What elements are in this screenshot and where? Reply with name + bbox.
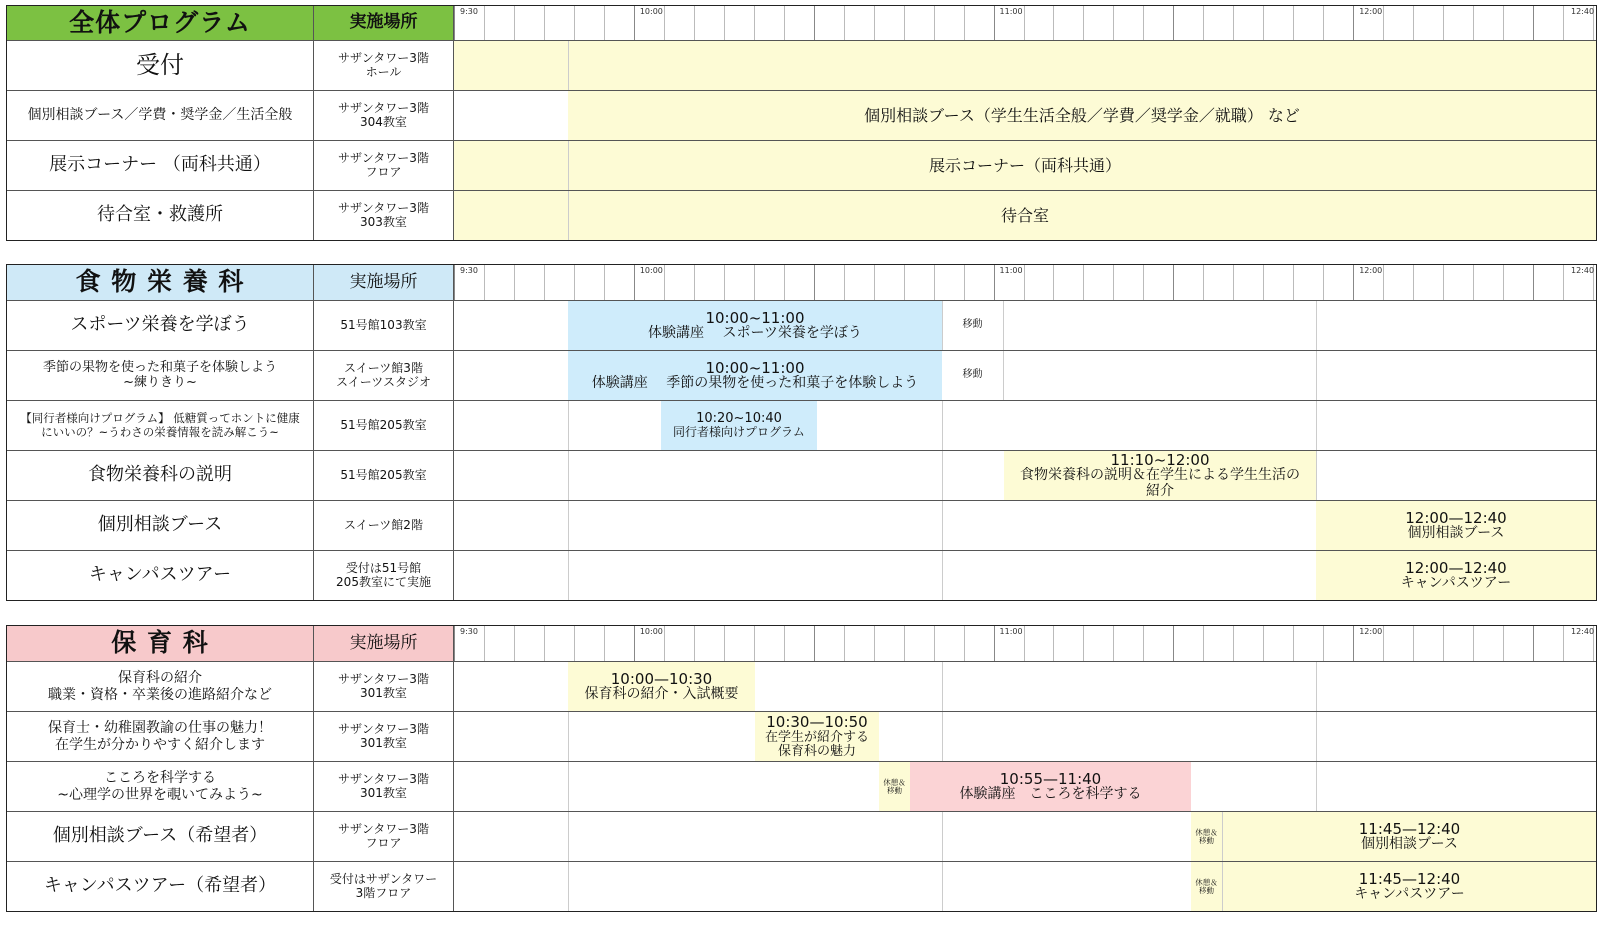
- gridline: [568, 401, 569, 450]
- event-time: 11:45—12:40: [1358, 819, 1461, 838]
- time-scale: [454, 265, 1596, 300]
- time-tick: [1024, 265, 1025, 300]
- time-tick: [1233, 265, 1234, 300]
- program-name: キャンパスツアー（希望者）: [7, 862, 314, 911]
- program-location: サザンタワー3階 303教室: [314, 191, 454, 240]
- time-tick: [634, 626, 635, 661]
- program-location: スイーツ館3階 スイーツスタジオ: [314, 351, 454, 400]
- time-tick: [1533, 6, 1534, 40]
- time-tick: [844, 626, 845, 661]
- time-tick: [604, 626, 605, 661]
- child-header-row: [7, 626, 1596, 661]
- move-note: 移動: [942, 351, 1004, 400]
- gridline: [568, 41, 569, 90]
- time-tick: [514, 6, 515, 40]
- food-header-row: [7, 265, 1596, 300]
- table-row: [7, 861, 1596, 911]
- event-block: [1316, 551, 1596, 600]
- table-row: [7, 190, 1596, 240]
- event-block: 個別相談ブース（学生生活全般／学費／奨学金／就職） など: [568, 91, 1596, 140]
- table-row: [7, 400, 1596, 450]
- time-tick: [814, 626, 815, 661]
- time-tick: [1323, 6, 1324, 40]
- event-time: 10:00~11:00: [705, 308, 805, 327]
- time-tick: [1113, 6, 1114, 40]
- time-tick: [1323, 265, 1324, 300]
- program-location: 受付は51号館 205教室にて実施: [314, 551, 454, 600]
- time-tick: [1443, 6, 1444, 40]
- time-tick: [1413, 6, 1414, 40]
- program-name: スポーツ栄養を学ぼう: [7, 301, 314, 350]
- time-tick: [1203, 6, 1204, 40]
- time-tick: [634, 265, 635, 300]
- table-row: [7, 450, 1596, 500]
- time-tick: [1353, 626, 1354, 661]
- time-tick: [784, 265, 785, 300]
- break-move-note: 休憩＆ 移動: [879, 762, 910, 811]
- time-tick: [694, 626, 695, 661]
- time-tick: [1143, 265, 1144, 300]
- time-tick: [1053, 265, 1054, 300]
- time-tick: [1173, 626, 1174, 661]
- time-tick: [1143, 626, 1144, 661]
- time-tick: [1293, 626, 1294, 661]
- time-tick: [1233, 6, 1234, 40]
- event-title: 在学生が紹介する 保育科の魅力: [764, 729, 869, 759]
- time-tick: [604, 265, 605, 300]
- time-tick: [754, 6, 755, 40]
- program-name: 個別相談ブース: [7, 501, 314, 550]
- time-tick: [1173, 265, 1174, 300]
- time-tick: [874, 6, 875, 40]
- time-tick: [904, 626, 905, 661]
- gridline: [942, 812, 943, 861]
- program-location: サザンタワー3階 301教室: [314, 712, 454, 761]
- gridline: [1316, 401, 1317, 450]
- time-tick: [1353, 265, 1354, 300]
- time-tick: [1083, 6, 1084, 40]
- program-location: サザンタワー3階 304教室: [314, 91, 454, 140]
- time-tick: [1503, 626, 1504, 661]
- program-name: キャンパスツアー: [7, 551, 314, 600]
- time-tick: [1323, 626, 1324, 661]
- time-tick: [934, 265, 935, 300]
- time-tick: [1293, 265, 1294, 300]
- time-tick-label: 9:30: [460, 627, 478, 636]
- event-block: [568, 301, 942, 350]
- time-tick: [664, 6, 665, 40]
- program-location: サザンタワー3階 301教室: [314, 662, 454, 711]
- time-tick: [604, 6, 605, 40]
- event-time: 11:45—12:40: [1358, 869, 1461, 888]
- time-tick: [904, 6, 905, 40]
- time-tick-label: 12:40: [1571, 266, 1595, 275]
- time-tick: [724, 626, 725, 661]
- time-tick: [514, 265, 515, 300]
- gridline: [568, 862, 569, 911]
- time-tick: [1293, 6, 1294, 40]
- event-time: 10:00—10:30: [610, 669, 713, 688]
- gridline: [942, 451, 943, 500]
- time-tick: [724, 6, 725, 40]
- time-tick: [1024, 626, 1025, 661]
- time-tick: [544, 626, 545, 661]
- break-move-note: 休憩＆ 移動: [1191, 862, 1222, 911]
- time-tick: [964, 626, 965, 661]
- program-name: こころを科学する ~心理学の世界を覗いてみよう~: [7, 762, 314, 811]
- time-tick-label: 10:00: [639, 627, 663, 636]
- time-tick: [814, 265, 815, 300]
- time-tick: [1263, 626, 1264, 661]
- time-tick-label: 12:40: [1571, 627, 1595, 636]
- program-location: サザンタワー3階 301教室: [314, 762, 454, 811]
- program-location: 51号館205教室: [314, 451, 454, 500]
- event-block: [1004, 451, 1316, 500]
- time-tick: [454, 626, 455, 661]
- table-row: [7, 711, 1596, 761]
- program-location: サザンタワー3階 ホール: [314, 41, 454, 90]
- time-tick: [574, 6, 575, 40]
- time-tick: [454, 265, 455, 300]
- time-tick: [1383, 626, 1384, 661]
- gridline: [1316, 762, 1317, 811]
- location-header: 実施場所: [314, 626, 454, 661]
- time-tick: [514, 626, 515, 661]
- gridline: [1316, 301, 1317, 350]
- time-tick: [694, 6, 695, 40]
- time-tick: [934, 626, 935, 661]
- time-tick: [784, 6, 785, 40]
- program-name: 待合室・救護所: [7, 191, 314, 240]
- program-location: サザンタワー3階 フロア: [314, 812, 454, 861]
- section-title: 保 育 科: [7, 626, 314, 661]
- move-note: 移動: [942, 301, 1004, 350]
- table-row: [7, 140, 1596, 190]
- time-tick: [484, 6, 485, 40]
- time-tick: [1473, 265, 1474, 300]
- table-row: [7, 40, 1596, 90]
- time-tick: [1113, 626, 1114, 661]
- gridline: [568, 191, 569, 240]
- program-name: 季節の果物を使った和菓子を体験しよう ~練りきり~: [7, 351, 314, 400]
- time-tick-label: 11:00: [999, 627, 1023, 636]
- time-tick: [1533, 626, 1534, 661]
- event-title: 同行者様向けプログラム: [673, 425, 805, 440]
- event-title: 体験講座 スポーツ栄養を学ぼう: [648, 325, 862, 342]
- program-name: 保育士・幼稚園教諭の仕事の魅力！ 在学生が分かりやすく紹介します: [7, 712, 314, 761]
- time-tick: [1083, 265, 1084, 300]
- time-tick-label: 12:00: [1359, 627, 1383, 636]
- event-block: [1222, 812, 1596, 861]
- time-tick: [1053, 626, 1054, 661]
- time-tick: [1473, 626, 1474, 661]
- time-tick: [1173, 6, 1174, 40]
- time-tick: [874, 265, 875, 300]
- time-tick: [664, 265, 665, 300]
- time-tick: [574, 265, 575, 300]
- break-move-note: 休憩＆ 移動: [1191, 812, 1222, 861]
- event-title: 体験講座 季節の果物を使った和菓子を体験しよう: [591, 375, 919, 392]
- event-title: キャンパスツアー: [1354, 886, 1465, 903]
- table-row: [7, 761, 1596, 811]
- event-block: [910, 762, 1191, 811]
- gridline: [1316, 451, 1317, 500]
- table-row: [7, 661, 1596, 711]
- time-tick: [574, 626, 575, 661]
- program-name: 【同行者様向けプログラム】 低糖質ってホントに健康 にいいの？~うわさの栄養情報を読み解こう~: [7, 401, 314, 450]
- time-tick: [1263, 265, 1264, 300]
- time-tick: [484, 626, 485, 661]
- overall-program-section: [6, 5, 1597, 241]
- time-tick: [1443, 626, 1444, 661]
- time-tick: [904, 265, 905, 300]
- program-name: 受付: [7, 41, 314, 90]
- gridline: [568, 501, 569, 550]
- time-tick: [1383, 6, 1384, 40]
- time-tick-label: 9:30: [460, 266, 478, 275]
- time-tick: [964, 265, 965, 300]
- time-tick: [544, 6, 545, 40]
- time-tick: [1503, 6, 1504, 40]
- time-tick: [874, 626, 875, 661]
- event-title: 個別相談ブース: [1407, 525, 1505, 542]
- gridline: [942, 662, 943, 711]
- event-title: 体験講座 こころを科学する: [959, 786, 1142, 803]
- event-time: 10:00~11:00: [705, 358, 805, 377]
- time-tick: [964, 6, 965, 40]
- section-title: 食 物 栄 養 科: [7, 265, 314, 300]
- event-block: [661, 401, 817, 450]
- time-tick: [1533, 265, 1534, 300]
- time-tick: [454, 6, 455, 40]
- program-location: スイーツ館2階: [314, 501, 454, 550]
- reception-block: [454, 41, 1596, 90]
- event-block: [755, 712, 879, 761]
- table-row: [7, 300, 1596, 350]
- program-name: 展示コーナー （両科共通）: [7, 141, 314, 190]
- time-tick: [1413, 626, 1414, 661]
- location-header: 実施場所: [314, 265, 454, 300]
- time-tick: [1563, 6, 1564, 40]
- event-block: [568, 351, 942, 400]
- time-tick: [1024, 6, 1025, 40]
- time-tick: [1203, 626, 1204, 661]
- time-tick: [994, 6, 995, 40]
- program-name: 個別相談ブース／学費・奨学金／生活全般: [7, 91, 314, 140]
- gridline: [568, 551, 569, 600]
- time-tick: [544, 265, 545, 300]
- time-tick: [994, 626, 995, 661]
- gridline: [568, 812, 569, 861]
- gridline: [1316, 662, 1317, 711]
- time-tick-label: 12:00: [1359, 7, 1383, 16]
- time-tick: [754, 626, 755, 661]
- table-row: [7, 500, 1596, 550]
- table-row: [7, 550, 1596, 600]
- childcare-section: [6, 625, 1597, 912]
- time-tick: [1563, 265, 1564, 300]
- time-tick: [844, 6, 845, 40]
- event-block: [1222, 862, 1596, 911]
- time-tick: [1353, 6, 1354, 40]
- gridline: [1316, 351, 1317, 400]
- time-tick: [1203, 265, 1204, 300]
- table-row: [7, 90, 1596, 140]
- gridline: [942, 501, 943, 550]
- time-tick: [694, 265, 695, 300]
- time-tick: [1143, 6, 1144, 40]
- time-tick: [754, 265, 755, 300]
- time-tick: [1263, 6, 1264, 40]
- time-tick-label: 12:00: [1359, 266, 1383, 275]
- time-tick: [844, 265, 845, 300]
- gridline: [568, 451, 569, 500]
- overall-header-row: [7, 6, 1596, 40]
- program-location: 51号館103教室: [314, 301, 454, 350]
- gridline: [942, 551, 943, 600]
- event-time: 12:00—12:40: [1405, 508, 1507, 527]
- gridline: [568, 712, 569, 761]
- time-tick-label: 12:40: [1571, 7, 1595, 16]
- time-tick: [1443, 265, 1444, 300]
- event-title: 保育科の紹介・入試概要: [584, 686, 739, 703]
- time-tick: [1473, 6, 1474, 40]
- program-location: 受付はサザンタワー 3階フロア: [314, 862, 454, 911]
- time-tick: [1383, 265, 1384, 300]
- time-scale: [454, 626, 1596, 661]
- event-block: [568, 662, 755, 711]
- time-tick: [1413, 265, 1414, 300]
- time-tick: [664, 626, 665, 661]
- gridline: [942, 862, 943, 911]
- time-tick: [1233, 626, 1234, 661]
- event-block: 待合室: [454, 191, 1596, 240]
- time-tick: [1083, 626, 1084, 661]
- table-row: [7, 350, 1596, 400]
- time-tick: [1113, 265, 1114, 300]
- time-tick: [634, 6, 635, 40]
- gridline: [568, 762, 569, 811]
- gridline: [942, 401, 943, 450]
- program-location: サザンタワー3階 フロア: [314, 141, 454, 190]
- food-nutrition-section: [6, 264, 1597, 601]
- time-tick: [1563, 626, 1564, 661]
- program-name: 食物栄養科の説明: [7, 451, 314, 500]
- gridline: [1316, 712, 1317, 761]
- program-name: 保育科の紹介 職業・資格・卒業後の進路紹介など: [7, 662, 314, 711]
- time-tick: [784, 626, 785, 661]
- time-tick: [994, 265, 995, 300]
- time-tick: [1053, 6, 1054, 40]
- time-tick-label: 9:30: [460, 7, 478, 16]
- event-title: キャンパスツアー: [1400, 575, 1512, 592]
- program-location: 51号館205教室: [314, 401, 454, 450]
- time-tick: [1503, 265, 1504, 300]
- event-title: 食物栄養科の説明＆在学生による学生生活の 紹介: [1020, 467, 1300, 499]
- time-tick-label: 10:00: [639, 266, 663, 275]
- section-title: 全体プログラム: [7, 6, 314, 40]
- event-time: 11:10~12:00: [1110, 451, 1210, 470]
- event-time: 10:30—10:50: [766, 713, 868, 732]
- time-tick: [814, 6, 815, 40]
- event-block: [1316, 501, 1596, 550]
- gridline: [568, 141, 569, 190]
- program-name: 個別相談ブース（希望者）: [7, 812, 314, 861]
- event-block: 展示コーナー（両科共通）: [454, 141, 1596, 190]
- event-time: 10:55—11:40: [999, 769, 1102, 788]
- event-title: 個別相談ブース: [1361, 836, 1458, 853]
- time-tick: [934, 6, 935, 40]
- time-scale: [454, 6, 1596, 40]
- time-tick: [484, 265, 485, 300]
- gridline: [942, 712, 943, 761]
- event-time: 10:20~10:40: [696, 411, 782, 426]
- time-tick-label: 11:00: [999, 7, 1023, 16]
- time-tick-label: 10:00: [639, 7, 663, 16]
- event-time: 12:00—12:40: [1405, 558, 1507, 577]
- location-header: 実施場所: [314, 6, 454, 40]
- time-tick: [724, 265, 725, 300]
- table-row: [7, 811, 1596, 861]
- time-tick-label: 11:00: [999, 266, 1023, 275]
